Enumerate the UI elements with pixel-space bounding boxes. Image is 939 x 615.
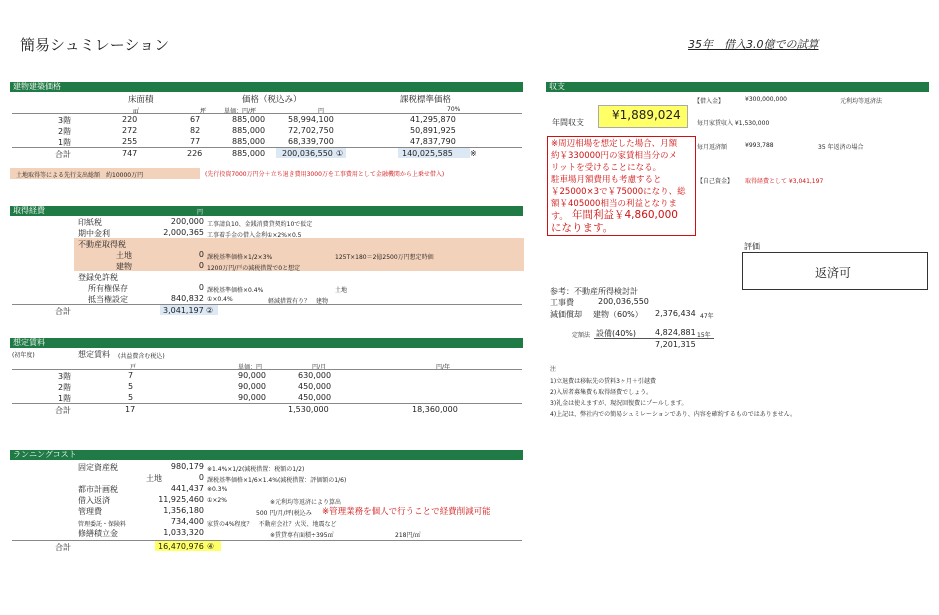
rent-year-label: (初年度) (12, 352, 35, 359)
header-sqm: ㎡ (133, 108, 140, 115)
acq-label: 期中金利 (78, 229, 110, 238)
run-label: 土地 (146, 474, 162, 483)
acq-note: ①×0.4% (207, 296, 233, 303)
acq-value: 2,000,365 (163, 228, 204, 237)
total-label: 合計 (55, 150, 71, 159)
rent-units: 5 (128, 382, 134, 391)
rent-floor: 2階 (58, 383, 72, 392)
ref-dep-building: 建物（60%） (593, 310, 643, 319)
acq-label: 抵当権設定 (88, 295, 128, 304)
rent-total-year: 18,360,000 (412, 405, 458, 414)
repay-note: 35 年返済の場合 (818, 144, 864, 151)
header-unit: 単価：円/坪 (224, 108, 257, 115)
ref-construction-value: 200,036,550 (598, 297, 649, 306)
monthly-repay-label: 毎月返済額 (697, 144, 728, 151)
section-bar-building: 建物建築価格 (10, 82, 523, 92)
run-value: 1,356,180 (163, 506, 204, 515)
run-label: 都市計画税 (78, 485, 118, 494)
run-value: 734,400 (170, 517, 204, 526)
benefit-note-line: 額￥405000相当の利益となりま (551, 199, 677, 209)
rent-total-label: 合計 (55, 406, 71, 415)
acq-note: 1200万円/戸の減税措置で0と想定 (207, 265, 301, 272)
run-note2: 218円/㎡ (395, 532, 421, 539)
divider (12, 304, 522, 305)
run-value: 11,925,460 (158, 495, 204, 504)
acq-label: 土地 (116, 251, 132, 260)
benefit-note-line: ※周辺相場を想定した場合、月額 (551, 139, 678, 149)
acq-note: 課税基準価格×0.4% (207, 287, 264, 294)
run-label: 管理費 (78, 507, 102, 516)
row-sqm: 272 (122, 126, 138, 135)
monthly-repay-value: ¥993,788 (745, 142, 774, 149)
rent-month: 450,000 (298, 393, 332, 402)
ref-dep-equip: 設備(40%) (596, 329, 637, 338)
notes-head: 注 (550, 366, 557, 373)
run-note: ※1.4%×1/2(減税措置：税額の1/2) (207, 466, 305, 473)
benefit-note-line: 駐車場月額費用も考慮すると (551, 175, 662, 185)
divider (12, 403, 522, 404)
annual-value: ¥1,889,024 (612, 108, 681, 122)
rent-header-year: 円/年 (436, 364, 451, 371)
ref-dep-building-years: 47年 (700, 313, 714, 320)
land-note-red: (先行投資7000万円分＋立ち退き費用3000万を工事費用として金融機関から上乗せ借入) (205, 171, 445, 178)
acq-total-label: 合計 (55, 307, 71, 316)
row-sqm: 220 (122, 115, 138, 124)
acq-header-yen: 円 (197, 209, 204, 216)
rent-unit: 90,000 (238, 371, 266, 380)
section-bar-acquisition: 取得経費 (10, 206, 523, 216)
total-unit: 885,000 (232, 149, 266, 158)
run-total-label: 合計 (55, 543, 71, 552)
row-tsubo: 82 (190, 126, 201, 135)
note-item: 3)礼金は使えますが、現況回復費にプールします。 (550, 400, 688, 407)
rent-header-units: 戸 (130, 364, 137, 371)
benefit-note-line: 約￥330000円の家賃相当分のメ (551, 151, 677, 161)
own-label: 【自己資金】 (697, 178, 734, 185)
row-floor: 1階 (58, 138, 72, 147)
rent-header-unit-price: 単価：円 (238, 364, 263, 371)
run-note2: ※元利均等返済により算出 (270, 499, 342, 506)
acq-note2: 軽減措置有り？ 建物 (268, 298, 329, 305)
note-item: 2)入居者募集費も取得経費でしょう。 (550, 389, 653, 396)
run-label: 管理委託・保険料 (78, 521, 127, 528)
rent-unit: 90,000 (238, 393, 266, 402)
rent-header: 想定賃料 (78, 350, 110, 359)
acq-note2: 125T×180＝2億2500万円想定時価 (335, 254, 434, 261)
header-price: 価格（税込み） (242, 95, 302, 105)
total-mark: ① (336, 149, 344, 158)
run-value: 0 (198, 473, 204, 482)
ref-fixed-label: 定額法 (572, 332, 591, 339)
acq-value: 0 (198, 261, 204, 270)
run-note-red: ※管理業務を個人で行うことで経費削減可能 (322, 507, 491, 517)
ref-dep-equip-value: 4,824,881 (655, 328, 696, 337)
note-item: 4)上記は、弊社内での簡易シュミレーションであり、内容を確約するものではありません。 (550, 411, 797, 418)
run-label: 借入返済 (78, 496, 110, 505)
ref-dep-label: 減価償却 (550, 310, 582, 319)
section-bar-income: 収支 (546, 82, 929, 92)
run-total-value: 16,470,976 (158, 542, 204, 551)
header-floor-area: 床面積 (128, 95, 154, 105)
row-tax: 50,891,925 (410, 126, 456, 135)
total-price: 200,036,550 (282, 149, 333, 158)
annual-label: 年間収支 (552, 118, 584, 127)
row-unit: 885,000 (232, 126, 266, 135)
run-note: ※0.3% (207, 486, 228, 493)
benefit-note-big2: になります。 (551, 222, 614, 234)
row-price: 68,339,700 (288, 137, 334, 146)
acq-label: 所有権保存 (88, 284, 128, 293)
acq-value: 0 (198, 283, 204, 292)
benefit-note-big1: 年間利益￥4,860,000 (572, 209, 678, 221)
land-note: 土地取得等による先行支出総額 約10000万円 (16, 172, 144, 179)
row-unit: 885,000 (232, 137, 266, 146)
run-value: 441,437 (170, 484, 204, 493)
acq-value: 0 (198, 250, 204, 259)
monthly-rent: 毎月家賃収入 ¥1,530,000 (697, 120, 770, 127)
ref-dep-building-value: 2,376,434 (655, 309, 696, 318)
run-value: 980,179 (170, 462, 204, 471)
acq-note: 課税基準価格×1/2×3% (207, 254, 273, 261)
rent-total-month: 1,530,000 (288, 405, 329, 414)
evaluation-label: 評価 (744, 242, 760, 251)
loan-label: 【借入金】 (694, 98, 725, 105)
acq-note: 工事着手金の借入金利①×2%×0.5 (207, 232, 302, 239)
total-tsubo: 226 (187, 149, 203, 158)
header-yen: 円 (318, 108, 325, 115)
row-unit: 885,000 (232, 115, 266, 124)
header-70: 70% (447, 106, 461, 113)
row-tsubo: 77 (190, 137, 201, 146)
acq-note: 工事請負10、金銭消費貸契約10で仮定 (207, 221, 313, 228)
acq-label: 登録免許税 (78, 273, 118, 282)
run-note: 500 円/月/坪(税込み (256, 510, 312, 517)
page-subtitle: 35年 借入3.0億での試算 (688, 38, 819, 51)
run-note: ①×2% (207, 497, 227, 504)
ref-title: 参考：不動産所得検討計 (550, 287, 638, 296)
row-floor: 3階 (58, 116, 72, 125)
acq-label: 不動産取得税 (78, 240, 126, 249)
row-tax: 47,837,790 (410, 137, 456, 146)
total-tax: 140,025,585 (402, 149, 453, 158)
total-mark2: ※ (470, 149, 477, 158)
acq-total-value: 3,041,197 (163, 306, 204, 315)
ref-construction-label: 工事費 (550, 298, 574, 307)
loan-type: 元利均等返済法 (840, 98, 883, 105)
header-tax-price: 課税標準価格 (400, 95, 452, 105)
benefit-note-line: リットを受けることになる。 (551, 163, 662, 173)
row-sqm: 255 (122, 137, 138, 146)
section-bar-running: ランニングコスト (10, 450, 523, 460)
acq-total-mark: ② (206, 306, 214, 315)
rent-month: 450,000 (298, 382, 332, 391)
run-label: 修繕積立金 (78, 529, 118, 538)
row-price: 58,994,100 (288, 115, 334, 124)
section-bar-rent: 想定賃料 (10, 338, 523, 348)
run-total-mark: ④ (207, 542, 215, 551)
header-tsubo: 坪 (200, 108, 207, 115)
total-sqm: 747 (122, 149, 138, 158)
benefit-note-line: ￥25000×3で￥75000になり、総 (551, 187, 686, 197)
run-note: 家賃の4%程度？ 不動産会社？火災、地震など (207, 521, 337, 528)
acq-note2: 土地 (335, 287, 348, 294)
row-price: 72,702,750 (288, 126, 334, 135)
row-tax: 41,295,870 (410, 115, 456, 124)
divider (12, 113, 522, 114)
page-title: 簡易シュミレーション (20, 36, 170, 54)
run-label: 固定資産税 (78, 463, 118, 472)
note-item: 1)立退費は移転先の賃料3ヶ月＋引越費 (550, 378, 656, 385)
row-tsubo: 67 (190, 115, 201, 124)
ref-dep-equip-years: 15年 (697, 332, 711, 339)
run-note: ※賃貸専有面積÷395㎡ (270, 532, 334, 539)
ref-dep-total: 7,201,315 (655, 340, 696, 349)
own-value: 取得経費として ¥3,041,197 (745, 178, 824, 185)
benefit-note-su: す。 (551, 212, 569, 222)
rent-units: 7 (128, 371, 134, 380)
rent-total-units: 17 (125, 405, 136, 414)
rent-header-month: 円/月 (312, 364, 327, 371)
acq-value: 840,832 (170, 294, 204, 303)
acq-value: 200,000 (170, 217, 204, 226)
row-floor: 2階 (58, 127, 72, 136)
divider (12, 369, 522, 370)
run-note: 課税基準価格×1/6×1.4%(減税措置：評価額の1/6) (207, 477, 347, 484)
run-value: 1,033,320 (163, 528, 204, 537)
rent-floor: 1階 (58, 394, 72, 403)
rent-floor: 3階 (58, 372, 72, 381)
rent-header-small: (共益費含む税込) (118, 353, 165, 360)
rent-month: 630,000 (298, 371, 332, 380)
rent-units: 5 (128, 393, 134, 402)
evaluation-value: 返済可 (815, 266, 852, 280)
rent-unit: 90,000 (238, 382, 266, 391)
divider (12, 540, 522, 541)
acq-label: 印紙税 (78, 218, 102, 227)
divider (594, 338, 714, 339)
loan-value: ¥300,000,000 (745, 96, 787, 103)
acq-label: 建物 (116, 262, 132, 271)
